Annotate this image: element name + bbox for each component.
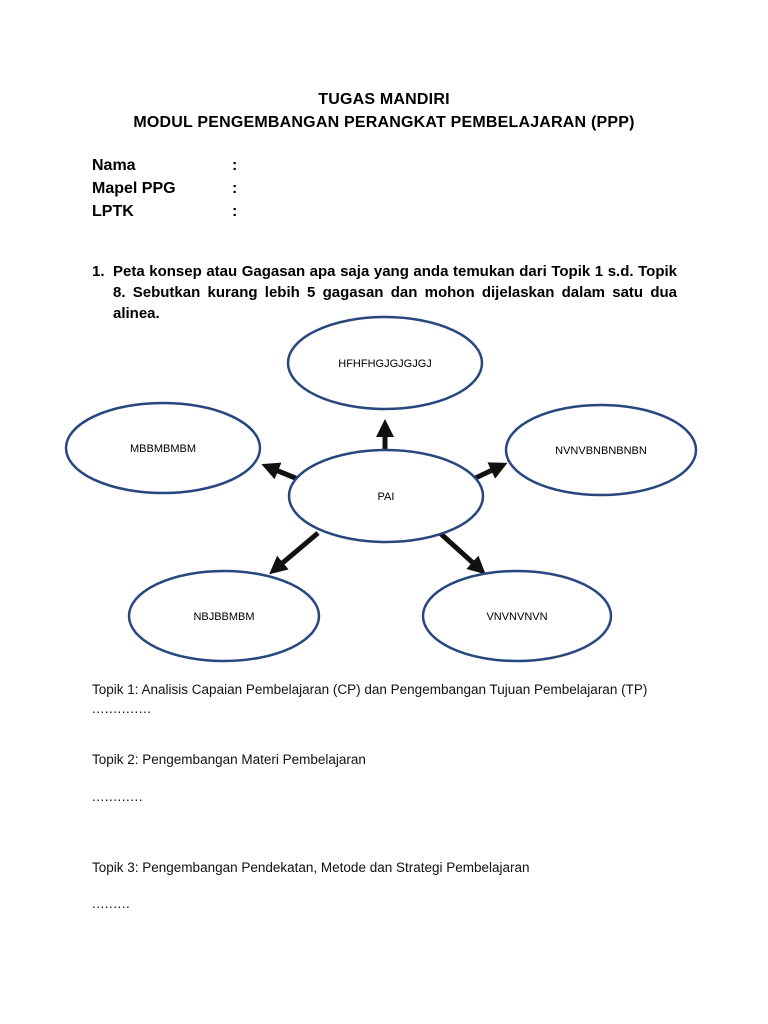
topic-2-heading: Topik 2: Pengembangan Materi Pembelajaran	[92, 752, 366, 767]
form-label-mapel-ppg: Mapel PPG	[92, 180, 176, 197]
title-line-2: MODUL PENGEMBANGAN PERANGKAT PEMBELAJARAN (PPP)	[133, 114, 635, 131]
form-row-mapel-ppg	[92, 177, 238, 200]
concept-map-node-center	[289, 450, 483, 542]
form-row-nama	[92, 154, 238, 177]
arrow-center-to-bottom-left	[273, 533, 318, 571]
topic-3-heading: Topik 3: Pengembangan Pendekatan, Metode dan Strategi Pembelajaran	[92, 860, 530, 875]
node-bottom-left-label: NBJBBMBM	[193, 611, 255, 623]
identity-form	[92, 154, 238, 223]
document-title	[0, 88, 768, 134]
question-number: 1.	[92, 263, 105, 280]
concept-map-node-top	[288, 317, 482, 409]
concept-map-node-right	[506, 405, 696, 495]
node-center-label: PAI	[377, 491, 395, 503]
concept-map-node-bottom-right	[423, 571, 611, 661]
form-colon-mapel-ppg: :	[232, 180, 238, 197]
form-row-lptk	[92, 200, 238, 223]
node-left-label: MBBMBMBM	[130, 443, 196, 455]
title-line-1: TUGAS MANDIRI	[318, 91, 450, 108]
arrow-center-to-bottom-right	[441, 534, 482, 571]
concept-map-node-left	[66, 403, 260, 493]
form-label-nama: Nama	[92, 157, 136, 174]
topic-2-answer-dots: ............	[92, 789, 144, 804]
topic-3-answer-dots: .........	[92, 896, 131, 911]
topic-1-answer-dots: ..............	[92, 701, 152, 716]
node-right-label: NVNVBNBNBNBN	[555, 445, 647, 457]
form-colon-lptk: :	[232, 203, 238, 220]
concept-map-diagram	[0, 310, 768, 670]
form-colon-nama: :	[232, 157, 238, 174]
concept-map-node-bottom-left	[129, 571, 319, 661]
topic-1-heading: Topik 1: Analisis Capaian Pembelajaran (CP) dan Pengembangan Tujuan Pembelajaran (TP)	[92, 682, 648, 697]
question-text: Peta konsep atau Gagasan apa saja yang anda temukan dari Topik 1 s.d. Topik 8. Sebutkan kurang lebih 5 gagasan dan mohon dijelaskan dalam satu dua alinea.	[113, 263, 677, 322]
form-label-lptk: LPTK	[92, 203, 134, 220]
node-bottom-right-label: VNVNVNVN	[486, 611, 548, 623]
node-top-label: HFHFHGJGJGJGJ	[338, 358, 432, 370]
